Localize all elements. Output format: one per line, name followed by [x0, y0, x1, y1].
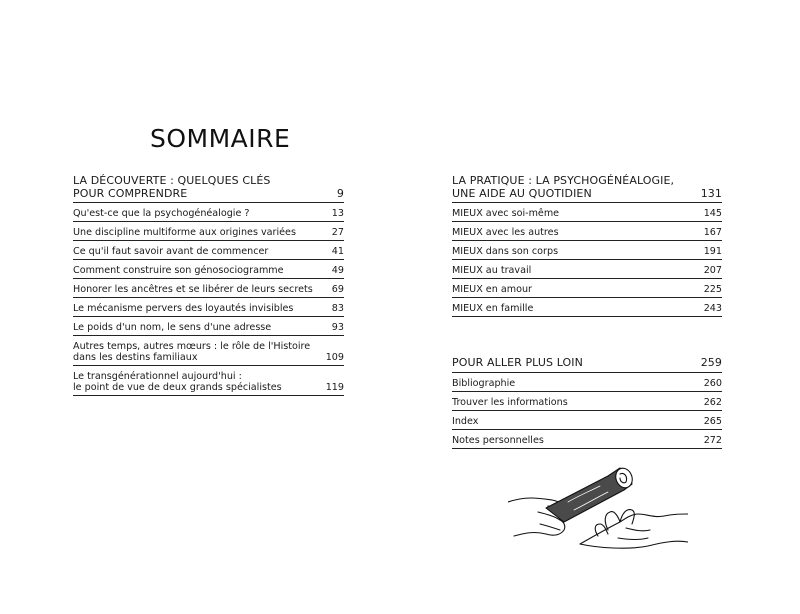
toc-entry	[73, 265, 344, 279]
toc-entry-page: 27	[331, 227, 344, 238]
toc-entry-label: Autres temps, autres mœurs : le rôle de l'Histoire dans les destins familiaux	[73, 341, 311, 363]
toc-entry	[452, 303, 722, 317]
toc-entry	[73, 208, 344, 222]
toc-entry	[73, 284, 344, 298]
toc-right-column	[452, 175, 722, 454]
toc-entry	[73, 322, 344, 336]
toc-entry-label: Bibliographie	[452, 377, 516, 389]
toc-entry-label: Le transgénérationnel aujourd'hui : le point de vue de deux grands spécialistes	[73, 371, 282, 393]
toc-entry-label: Ce qu'il faut savoir avant de commencer	[73, 246, 269, 257]
toc-entry-label: Notes personnelles	[452, 434, 544, 446]
toc-entry-page: 109	[325, 352, 344, 363]
toc-entry-label: Honorer les ancêtres et se libérer de leurs secrets	[73, 284, 313, 295]
toc-section-heading	[452, 175, 722, 203]
toc-entry	[73, 303, 344, 317]
toc-entry-page: 13	[331, 208, 344, 219]
hands-passing-log-illustration	[508, 462, 688, 562]
toc-entry-label: LA PRATIQUE : LA PSYCHOGÉNÉALOGIE, UNE AIDE AU QUOTIDIEN	[452, 174, 675, 200]
toc-entry-page: 41	[331, 246, 344, 257]
toc-entry	[452, 246, 722, 260]
page-title: SOMMAIRE	[150, 124, 291, 153]
toc-entry	[73, 227, 344, 241]
toc-entry	[452, 265, 722, 279]
toc-entry-page: 93	[331, 322, 344, 333]
toc-entry-label: Le poids d'un nom, le sens d'une adresse	[73, 322, 272, 333]
toc-entry-page: 131	[700, 186, 722, 200]
toc-section-heading	[452, 357, 722, 373]
toc-entry	[452, 208, 722, 222]
toc-entry-label: Trouver les informations	[452, 396, 568, 408]
toc-entry	[73, 246, 344, 260]
toc-entry	[73, 371, 344, 396]
toc-entry-label: MIEUX dans son corps	[452, 246, 559, 257]
toc-section-heading	[73, 175, 344, 203]
toc-entry	[452, 397, 722, 411]
toc-entry-page: 260	[703, 377, 722, 389]
toc-entry	[452, 284, 722, 298]
toc-entry-page: 83	[331, 303, 344, 314]
toc-entry-label: Le mécanisme pervers des loyautés invisibles	[73, 303, 294, 314]
toc-left-column	[73, 175, 344, 401]
toc-entry-page: 9	[336, 186, 344, 200]
toc-entry	[452, 435, 722, 449]
toc-entry-page: 272	[703, 434, 722, 446]
toc-entry-label: MIEUX avec soi-même	[452, 208, 560, 219]
toc-entry-page: 259	[700, 356, 722, 369]
toc-entry-page: 191	[703, 246, 722, 257]
toc-entry-page: 265	[703, 415, 722, 427]
toc-entry	[452, 378, 722, 392]
toc-entry-label: Comment construire son génosociogramme	[73, 265, 284, 276]
toc-entry	[452, 227, 722, 241]
toc-entry-page: 49	[331, 265, 344, 276]
toc-entry-label: MIEUX en amour	[452, 284, 532, 295]
toc-entry-page: 145	[703, 208, 722, 219]
toc-entry-label: Qu'est-ce que la psychogénéalogie ?	[73, 208, 250, 219]
toc-entry-label: MIEUX avec les autres	[452, 227, 559, 238]
toc-entry-label: Une discipline multiforme aux origines variées	[73, 227, 296, 238]
toc-entry-page: 262	[703, 396, 722, 408]
toc-entry-page: 243	[703, 303, 722, 314]
toc-entry-page: 207	[703, 265, 722, 276]
toc-entry-label: MIEUX en famille	[452, 303, 534, 314]
toc-entry-label: Index	[452, 415, 479, 427]
toc-entry-label: LA DÉCOUVERTE : QUELQUES CLÉS POUR COMPRENDRE	[73, 174, 271, 200]
toc-entry	[73, 341, 344, 366]
toc-entry	[452, 416, 722, 430]
toc-entry-label: POUR ALLER PLUS LOIN	[452, 356, 583, 369]
toc-entry-page: 225	[703, 284, 722, 295]
toc-entry-page: 167	[703, 227, 722, 238]
toc-entry-label: MIEUX au travail	[452, 265, 532, 276]
toc-entry-page: 119	[325, 382, 344, 393]
toc-entry-page: 69	[331, 284, 344, 295]
